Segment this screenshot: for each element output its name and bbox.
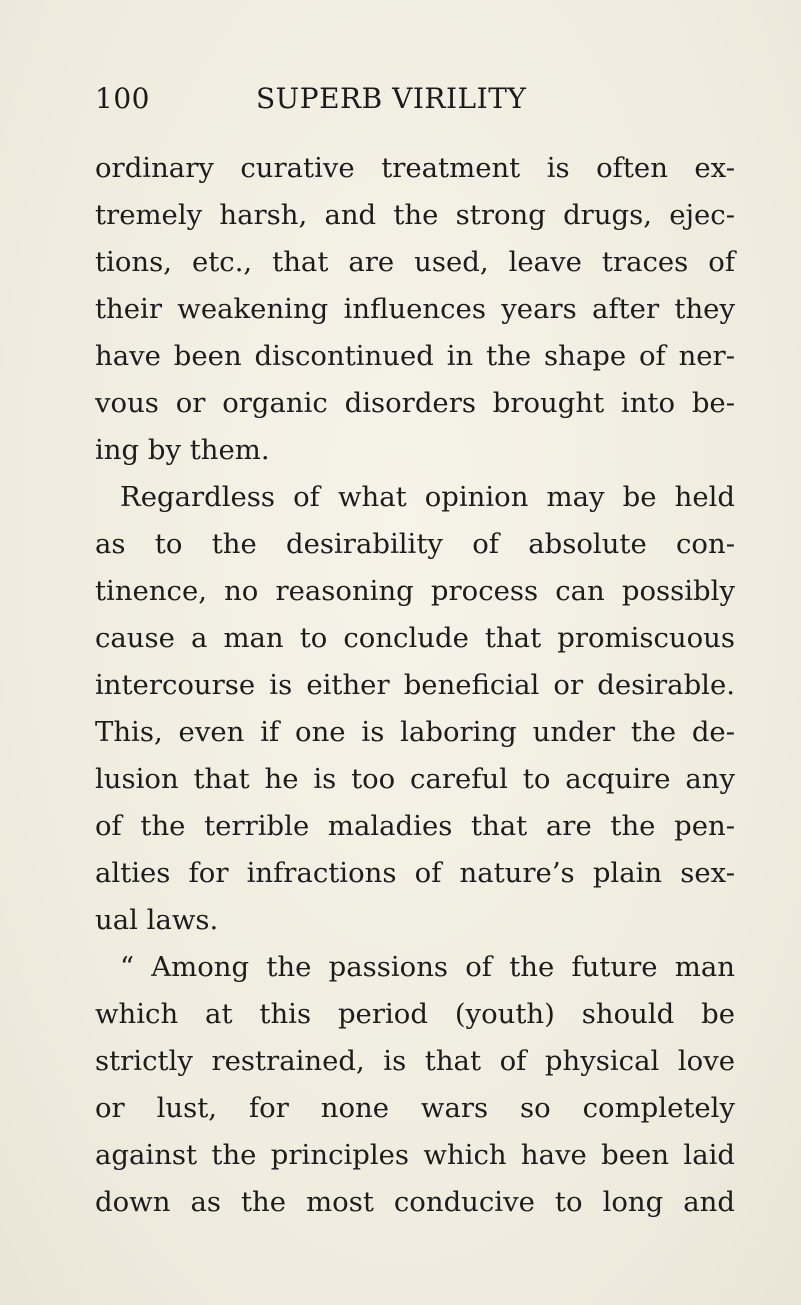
text-line: This, even if one is laboring under the de- [95,716,735,748]
text-line: alties for infractions of nature’s plain sex- [95,857,735,889]
text-line: lusion that he is too careful to acquire any [95,763,735,795]
text-line: strictly restrained, is that of physical love [95,1045,735,1077]
running-title: SUPERB VIRILITY [256,82,527,115]
text-line: of the terrible maladies that are the pen- [95,810,735,842]
text-line: cause a man to conclude that promiscuous [95,622,735,654]
text-line: or lust, for none wars so completely [95,1092,735,1124]
text-line: against the principles which have been laid [95,1139,735,1171]
page-number: 100 [95,82,150,115]
text-line: “ Among the passions of the future man [120,951,735,983]
running-head [95,82,731,126]
text-line: vous or organic disorders brought into be- [95,387,735,419]
text-line: which at this period (youth) should be [95,998,735,1030]
text-line: tinence, no reasoning process can possibly [95,575,735,607]
text-line: tions, etc., that are used, leave traces of [95,246,735,278]
text-line: ual laws. [95,904,219,936]
text-line: Regardless of what opinion may be held [120,481,735,513]
text-line: as to the desirability of absolute con- [95,528,735,560]
text-line: ing by them. [95,434,270,466]
text-line: have been discontinued in the shape of ner- [95,340,735,372]
text-line: ordinary curative treatment is often ex- [95,152,735,184]
body-text [95,145,735,1226]
text-line: down as the most conducive to long and [95,1186,735,1218]
text-line: intercourse is either beneficial or desirable. [95,669,735,701]
text-line: their weakening influences years after they [95,293,735,325]
text-line: tremely harsh, and the strong drugs, ejec- [95,199,735,231]
